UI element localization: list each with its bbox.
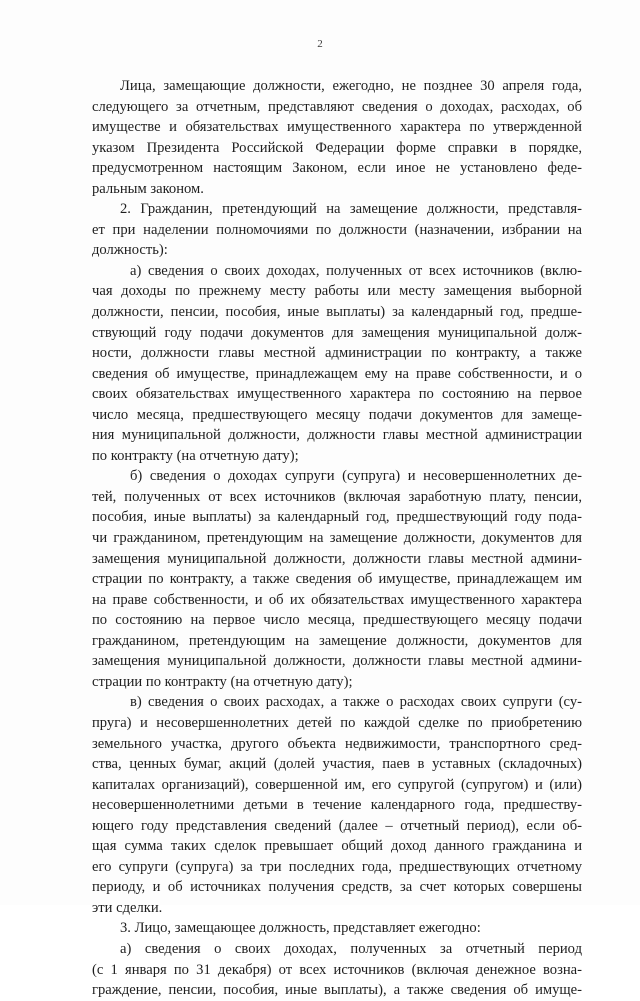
text-line: страции по контракту (на отчетную дату);: [92, 673, 353, 690]
text-line: своих обязательствах имущественного характера по состоянию на первое: [92, 386, 582, 403]
text-line: щая сумма таких сделок превышает общий доход данного гражданина и: [92, 838, 582, 855]
text-line: его супруги (супруга) за три последних года, предшествующих отчетному: [92, 858, 582, 875]
text-line: земельного участка, другого объекта недвижимости, транспортного сред-: [92, 735, 582, 752]
document-body: [92, 76, 582, 1001]
text-line: ющего году представления сведений (далее – отчетный период), если об-: [92, 817, 582, 834]
text-line: несовершеннолетними детьми в течение календарного года, предшеству-: [92, 797, 582, 814]
text-line: замещения муниципальной должности, должности главы местной админи-: [92, 550, 582, 567]
text-line: число месяца, предшествующего месяцу подачи документов для замеще-: [92, 406, 582, 423]
text-line: должности, пенсии, пособия, иные выплаты) за календарный год, предше-: [92, 304, 582, 321]
text-line: ства, ценных бумаг, акций (долей участия, паев в уставных (складочных): [92, 756, 582, 773]
text-line: замещения муниципальной должности, должности главы местной админи-: [92, 653, 582, 670]
text-line: на праве собственности, и об их обязательствах имущественного характера: [92, 591, 582, 608]
text-line: в) сведения о своих расходах, а также о расходах своих супруги (су-: [130, 694, 582, 711]
text-line: по контракту (на отчетную дату);: [92, 447, 299, 464]
text-line: ности, должности главы местной администрации по контракту, а также: [92, 345, 582, 362]
text-line: Лица, замещающие должности, ежегодно, не позднее 30 апреля года,: [120, 78, 582, 94]
text-line: б) сведения о доходах супруги (супруга) и несовершеннолетних де-: [130, 468, 582, 485]
page-number: 2: [317, 38, 323, 50]
text-line: (с 1 января по 31 декабря) от всех источников (включая денежное возна-: [92, 961, 582, 978]
text-line: а) сведения о своих доходах, полученных от всех источников (вклю-: [130, 262, 582, 279]
text-line: по состоянию на первое число месяца, предшествующего месяцу подачи: [92, 612, 582, 629]
text-line: имуществе и обязательствах имущественного характера по утвержденной: [92, 119, 582, 136]
text-line: чая доходы по прежнему месту работы или месту замещения выборной: [92, 283, 582, 300]
text-line: ральным законом.: [92, 180, 204, 197]
text-line: 2. Гражданин, претендующий на замещение должности, представля-: [120, 201, 582, 218]
text-line: тей, полученных от всех источников (включая заработную плату, пенсии,: [92, 488, 582, 505]
text-line: ствующий году подачи документов для замещения муниципальной долж-: [92, 324, 582, 341]
text-line: периоду, и об источниках получения средств, за счет которых совершены: [92, 879, 582, 896]
text-line: а) сведения о своих доходах, полученных за отчетный период: [120, 940, 582, 957]
text-line: сведения об имуществе, принадлежащем ему на праве собственности, и о: [92, 365, 582, 382]
text-line: страции по контракту, а также сведения об имуществе, принадлежащем им: [92, 571, 582, 588]
text-line: пособия, иные выплаты) за календарный год, предшествующий году пода-: [92, 509, 582, 526]
text-line: следующего за отчетным, представляют сведения о доходах, расходах, об: [92, 98, 582, 115]
text-line: указом Президента Российской Федерации форме справки в порядке,: [92, 139, 582, 156]
text-line: 3. Лицо, замещающее должность, представляет ежегодно:: [120, 920, 481, 937]
text-line: эти сделки.: [92, 899, 163, 916]
text-line: должность):: [92, 242, 168, 259]
text-line: капиталах организаций), совершенной им, его супругой (супругом) и (или): [92, 776, 582, 793]
text-line: предусмотренном настоящим Законом, если иное не установлено феде-: [92, 160, 582, 177]
text-line: ния муниципальной должности, должности главы местной администрации: [92, 427, 582, 444]
text-line: граждение, пенсии, пособия, иные выплаты), а также сведения об имуще-: [92, 982, 582, 999]
text-line: гражданином, претендующим на замещение должности, документов для: [92, 632, 582, 649]
text-line: пруга) и несовершеннолетних детей по каждой сделке по приобретению: [92, 714, 582, 731]
text-line: чи гражданином, претендующим на замещение должности, документов для: [92, 530, 582, 547]
text-line: ет при наделении полномочиями по должности (назначении, избрании на: [92, 221, 582, 238]
